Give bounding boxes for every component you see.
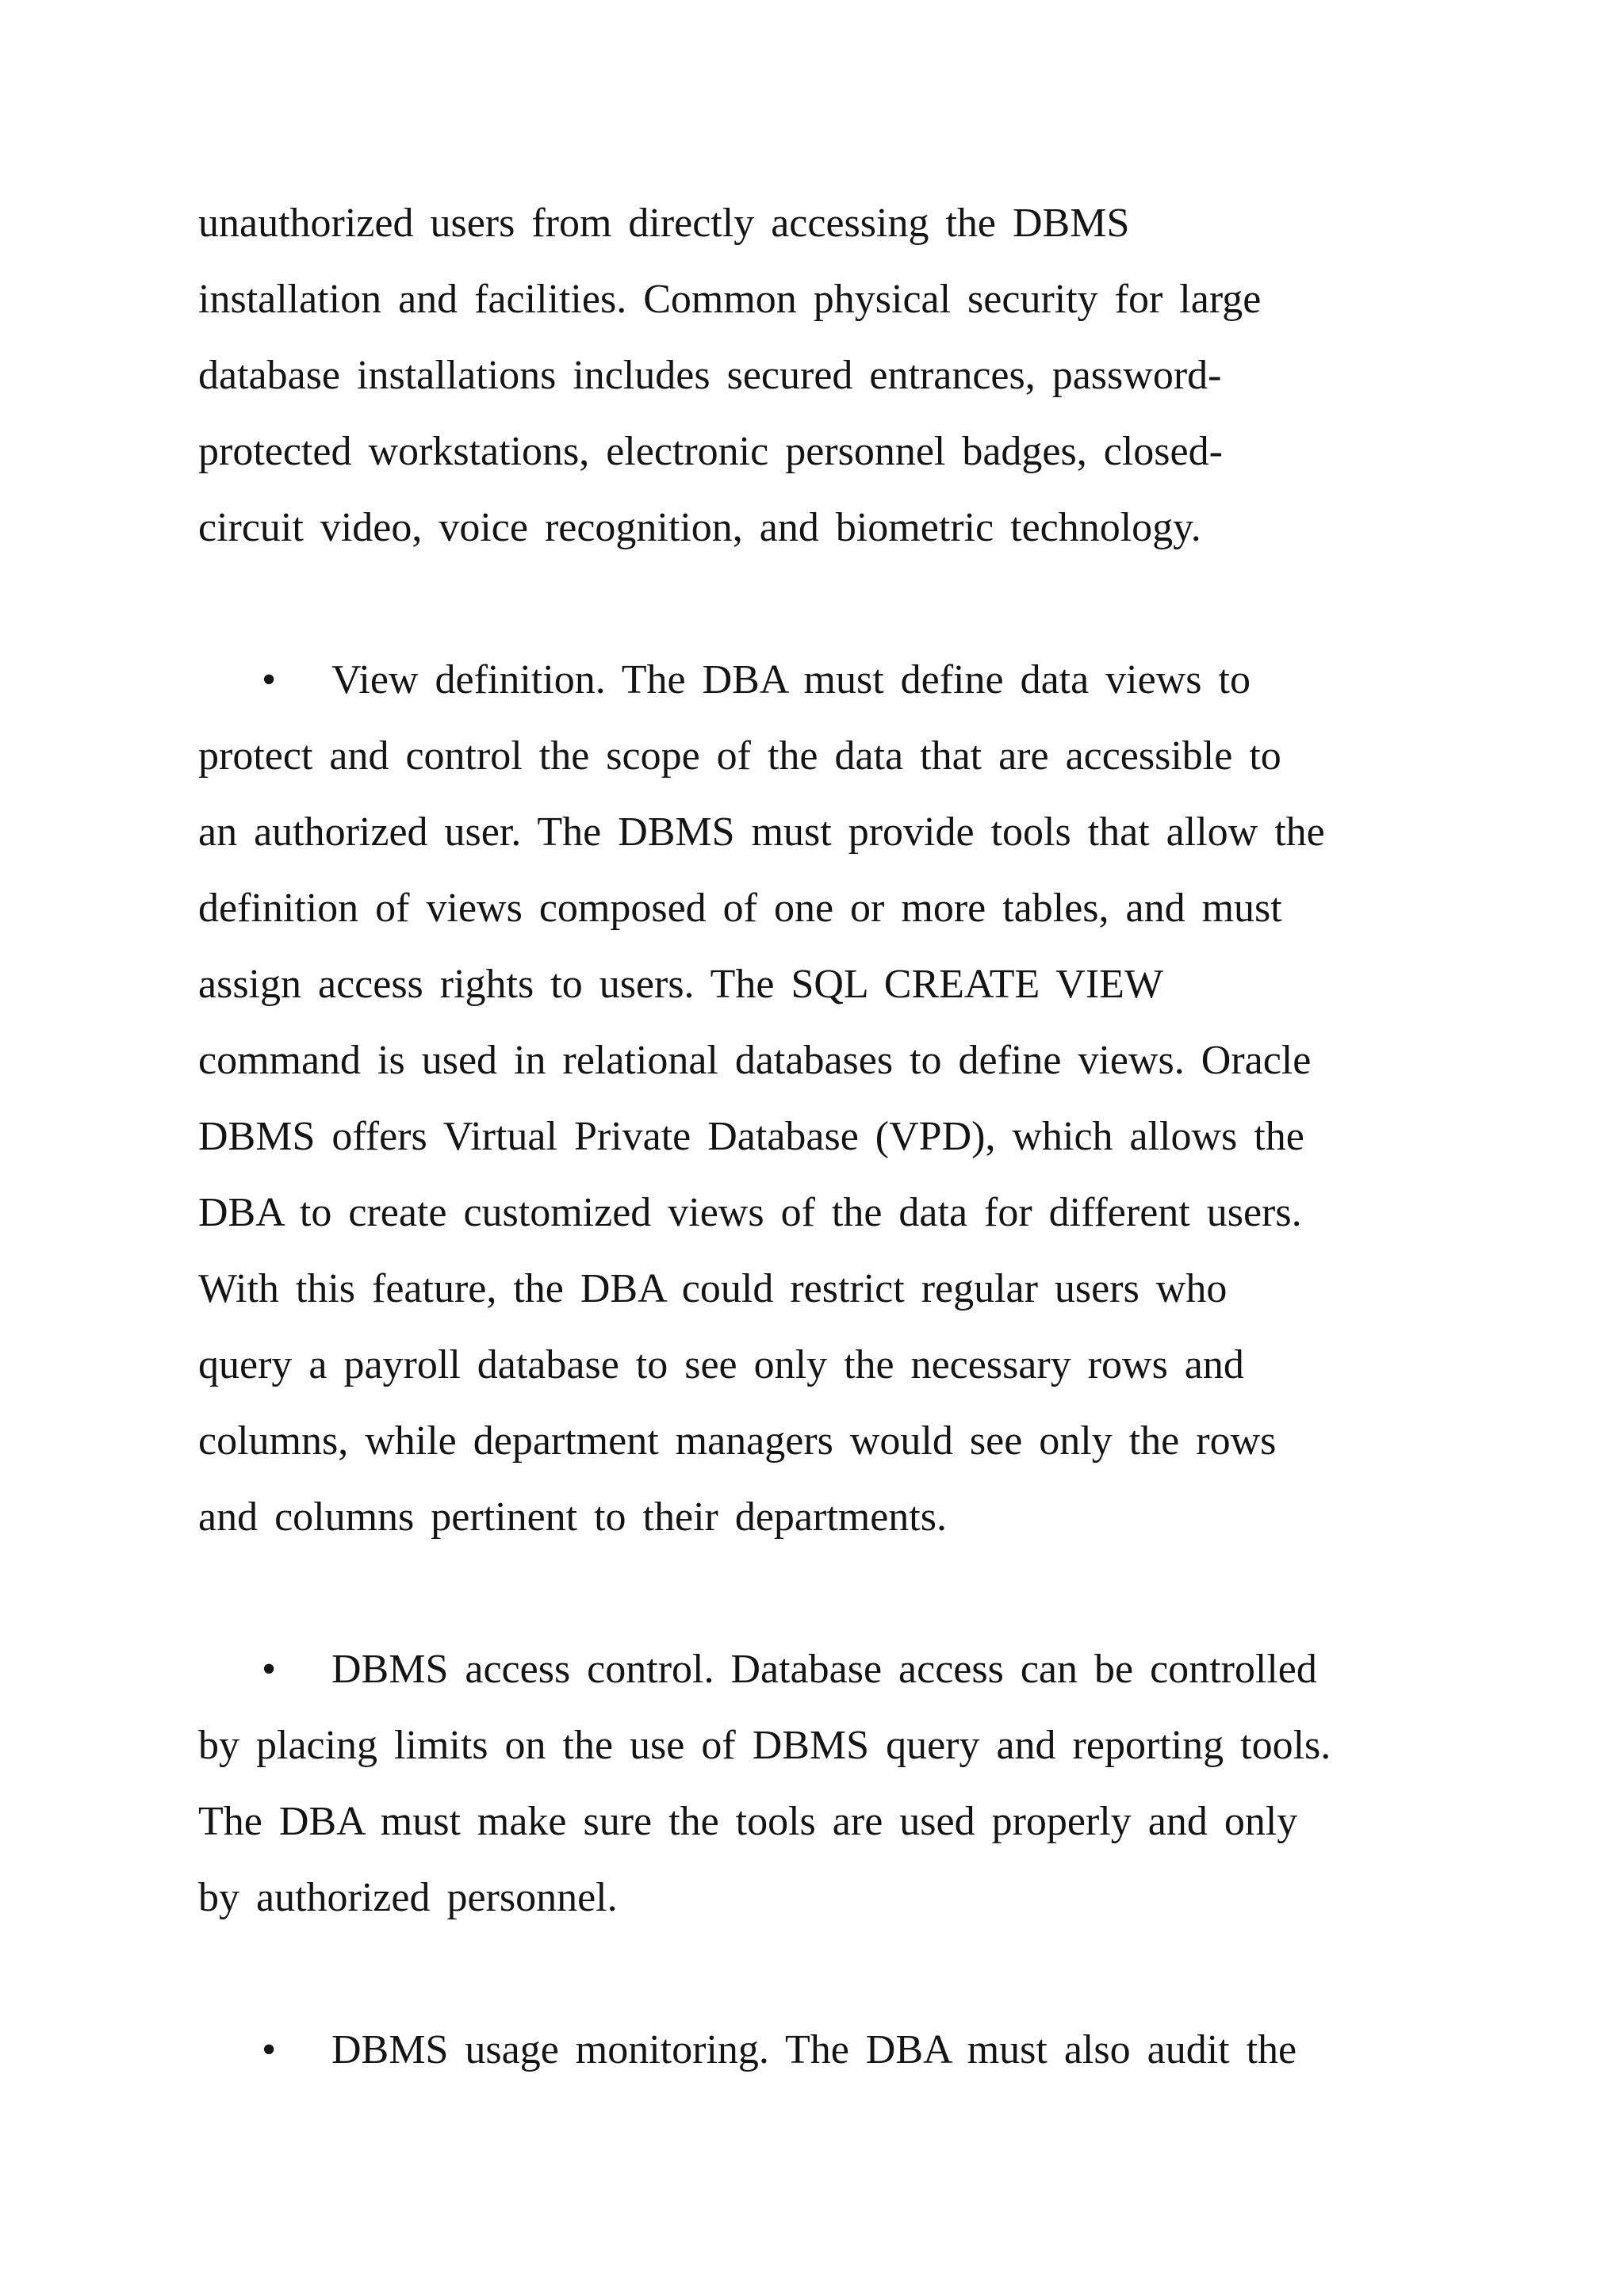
text-line: command is used in relational databases to define views. Oracle — [198, 1038, 1312, 1083]
text-line: DBMS access control. Database access can be controlled — [331, 1647, 1317, 1692]
text-line: assign access rights to users. The SQL CREATE VIEW — [198, 962, 1163, 1007]
text-line: protected workstations, electronic personnel badges, closed- — [198, 429, 1223, 474]
text-line: circuit video, voice recognition, and biometric technology. — [198, 505, 1201, 550]
text-line: installation and facilities. Common physical security for large — [198, 277, 1262, 322]
text-line: View definition. The DBA must define data views to — [331, 657, 1251, 702]
bullet-icon: • — [262, 657, 277, 702]
bullet-icon: • — [262, 1647, 277, 1692]
bullet-icon: • — [262, 2027, 277, 2072]
text-line: by authorized personnel. — [198, 1875, 618, 1920]
text-line: and columns pertinent to their departments. — [198, 1494, 947, 1540]
text-line: DBMS offers Virtual Private Database (VPD), which allows the — [198, 1114, 1304, 1159]
text-line: protect and control the scope of the data that are accessible to — [198, 733, 1281, 779]
text-line: database installations includes secured entrances, password- — [198, 353, 1222, 398]
text-line: DBA to create customized views of the data for different users. — [198, 1190, 1302, 1235]
text-line: columns, while department managers would see only the rows — [198, 1418, 1277, 1464]
text-line: definition of views composed of one or more tables, and must — [198, 886, 1282, 931]
text-line: query a payroll database to see only the necessary rows and — [198, 1342, 1244, 1387]
text-line: unauthorized users from directly accessing the DBMS — [198, 201, 1130, 246]
text-line: by placing limits on the use of DBMS query and reporting tools. — [198, 1723, 1331, 1768]
text-line: DBMS usage monitoring. The DBA must also audit the — [331, 2027, 1297, 2072]
text-line: an authorized user. The DBMS must provide tools that allow the — [198, 809, 1325, 855]
text-line: The DBA must make sure the tools are used properly and only — [198, 1799, 1298, 1844]
text-line: With this feature, the DBA could restrict regular users who — [198, 1266, 1228, 1311]
